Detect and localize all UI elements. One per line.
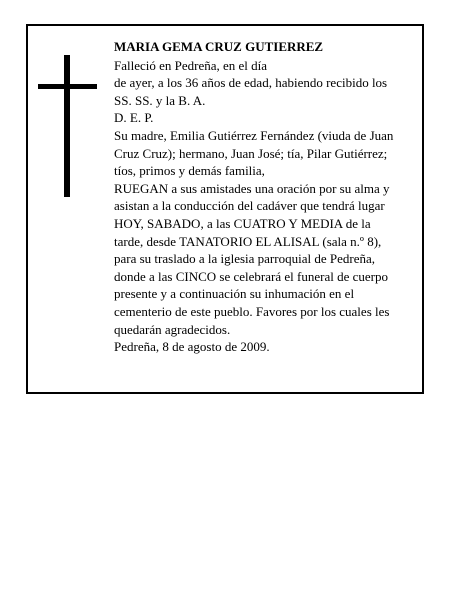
notice-line: cementerio de este pueblo. Favores por los cuales les [114, 303, 390, 319]
notice-line: Cruz Cruz); hermano, Juan José; tía, Pilar Gutiérrez; [114, 145, 388, 161]
notice-line: tarde, desde TANATORIO EL ALISAL (sala n.º 8), [114, 233, 382, 249]
notice-line: asistan a la conducción del cadáver que tendrá lugar [114, 198, 385, 214]
notice-line: donde a las CINCO se celebrará el funeral de cuerpo [114, 268, 388, 284]
notice-line: D. E. P. [114, 110, 154, 126]
cross-vertical-bar [64, 55, 70, 197]
deceased-name: MARIA GEMA CRUZ GUTIERREZ [114, 39, 324, 54]
notice-line: de ayer, a los 36 años de edad, habiendo recibido los [114, 75, 388, 91]
notice-line: Su madre, Emilia Gutiérrez Fernández (viuda de Juan [114, 127, 394, 143]
obituary-text [114, 38, 414, 356]
notice-line: SS. SS. y la B. A. [114, 92, 206, 108]
notice-line: RUEGAN a sus amistades una oración por su alma y [114, 180, 390, 196]
notice-line: para su traslado a la iglesia parroquial de Pedreña, [114, 251, 375, 267]
notice-line: tíos, primos y demás familia, [114, 163, 265, 179]
cross-horizontal-bar [38, 84, 97, 89]
notice-line: Falleció en Pedreña, en el día [114, 57, 268, 73]
notice-line: presente y a continuación su inhumación en el [114, 286, 355, 302]
notice-line: Pedreña, 8 de agosto de 2009. [114, 339, 270, 355]
notice-line: quedarán agradecidos. [114, 321, 231, 337]
notice-line: HOY, SABADO, a las CUATRO Y MEDIA de la [114, 215, 371, 231]
